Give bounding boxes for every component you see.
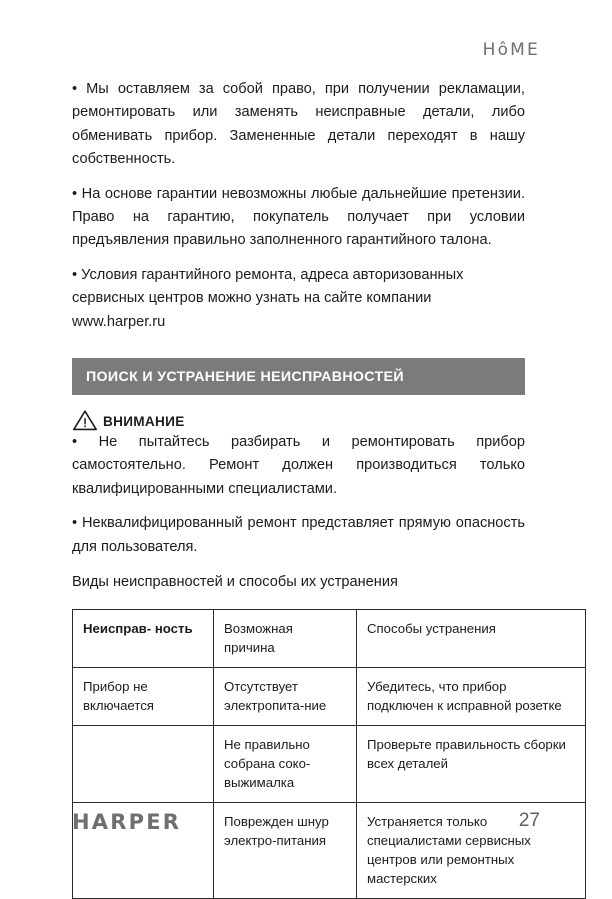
section-banner-troubleshooting (72, 358, 525, 395)
attention-paragraph-2: • Неквалифицированный ремонт представляет прямую опасность для пользователя. (72, 515, 525, 555)
table-cell-remedy: Убедитесь, что прибор подключен к исправной розетке (357, 667, 586, 725)
attention-paragraph-1: • Не пытайтесь разбирать и ремонтировать прибор самостоятельно. Ремонт должен производиться только квалифицированными специалистами. (72, 434, 525, 497)
brand-mark-home: HôME (482, 40, 540, 60)
section-banner-title: ПОИСК И УСТРАНЕНИЕ НЕИСПРАВНОСТЕЙ (86, 368, 404, 385)
table-cell-cause: Отсутствует электропита-ние (214, 667, 357, 725)
table-cell-remedy: Проверьте правильность сборки всех деталей (357, 725, 586, 802)
warning-triangle-icon (72, 409, 98, 431)
page-number: 27 (518, 810, 540, 831)
page-footer (72, 800, 540, 834)
table-intro-text: Виды неисправностей и способы их устранения (72, 574, 398, 591)
table-cell-fault: Прибор не включается (73, 667, 214, 725)
table-header-fault: Неисправ- ность (73, 609, 214, 667)
table-header-cause: Возможная причина (214, 609, 357, 667)
running-header (340, 40, 540, 60)
attention-heading (72, 409, 525, 431)
table-cell-cause: Поврежден шнур электро-питания (214, 802, 357, 898)
troubleshooting-table (72, 609, 586, 899)
table-cell-fault (73, 725, 214, 802)
table-cell-remedy: Устраняется только специалистами сервисных центров или ремонтных мастерских (357, 802, 586, 898)
attention-label: ВНИМАНИЕ (103, 413, 185, 429)
warranty-paragraph-1: • Мы оставляем за собой право, при получении рекламации, ремонтировать или заменять неисправные детали, либо обменивать прибор. Замененные детали переходят в нашу собственность. (72, 81, 525, 168)
table-header-row (73, 609, 586, 667)
harper-logo: HARPER (72, 810, 182, 834)
table-row (73, 725, 586, 802)
warranty-paragraph-3: • Условия гарантийного ремонта, адреса авторизованных сервисных центров можно узнать на сайте компании www.harper.ru (72, 266, 464, 330)
table-row (73, 667, 586, 725)
table-header-remedy: Способы устранения (357, 609, 586, 667)
table-cell-cause: Не правильно собрана соко-выжималка (214, 725, 357, 802)
warranty-paragraph-2: • На основе гарантии невозможны любые дальнейшие претензии. Право на гарантию, покупатель получает при условии предъявления правильно заполненного гарантийного талона. (72, 185, 525, 249)
